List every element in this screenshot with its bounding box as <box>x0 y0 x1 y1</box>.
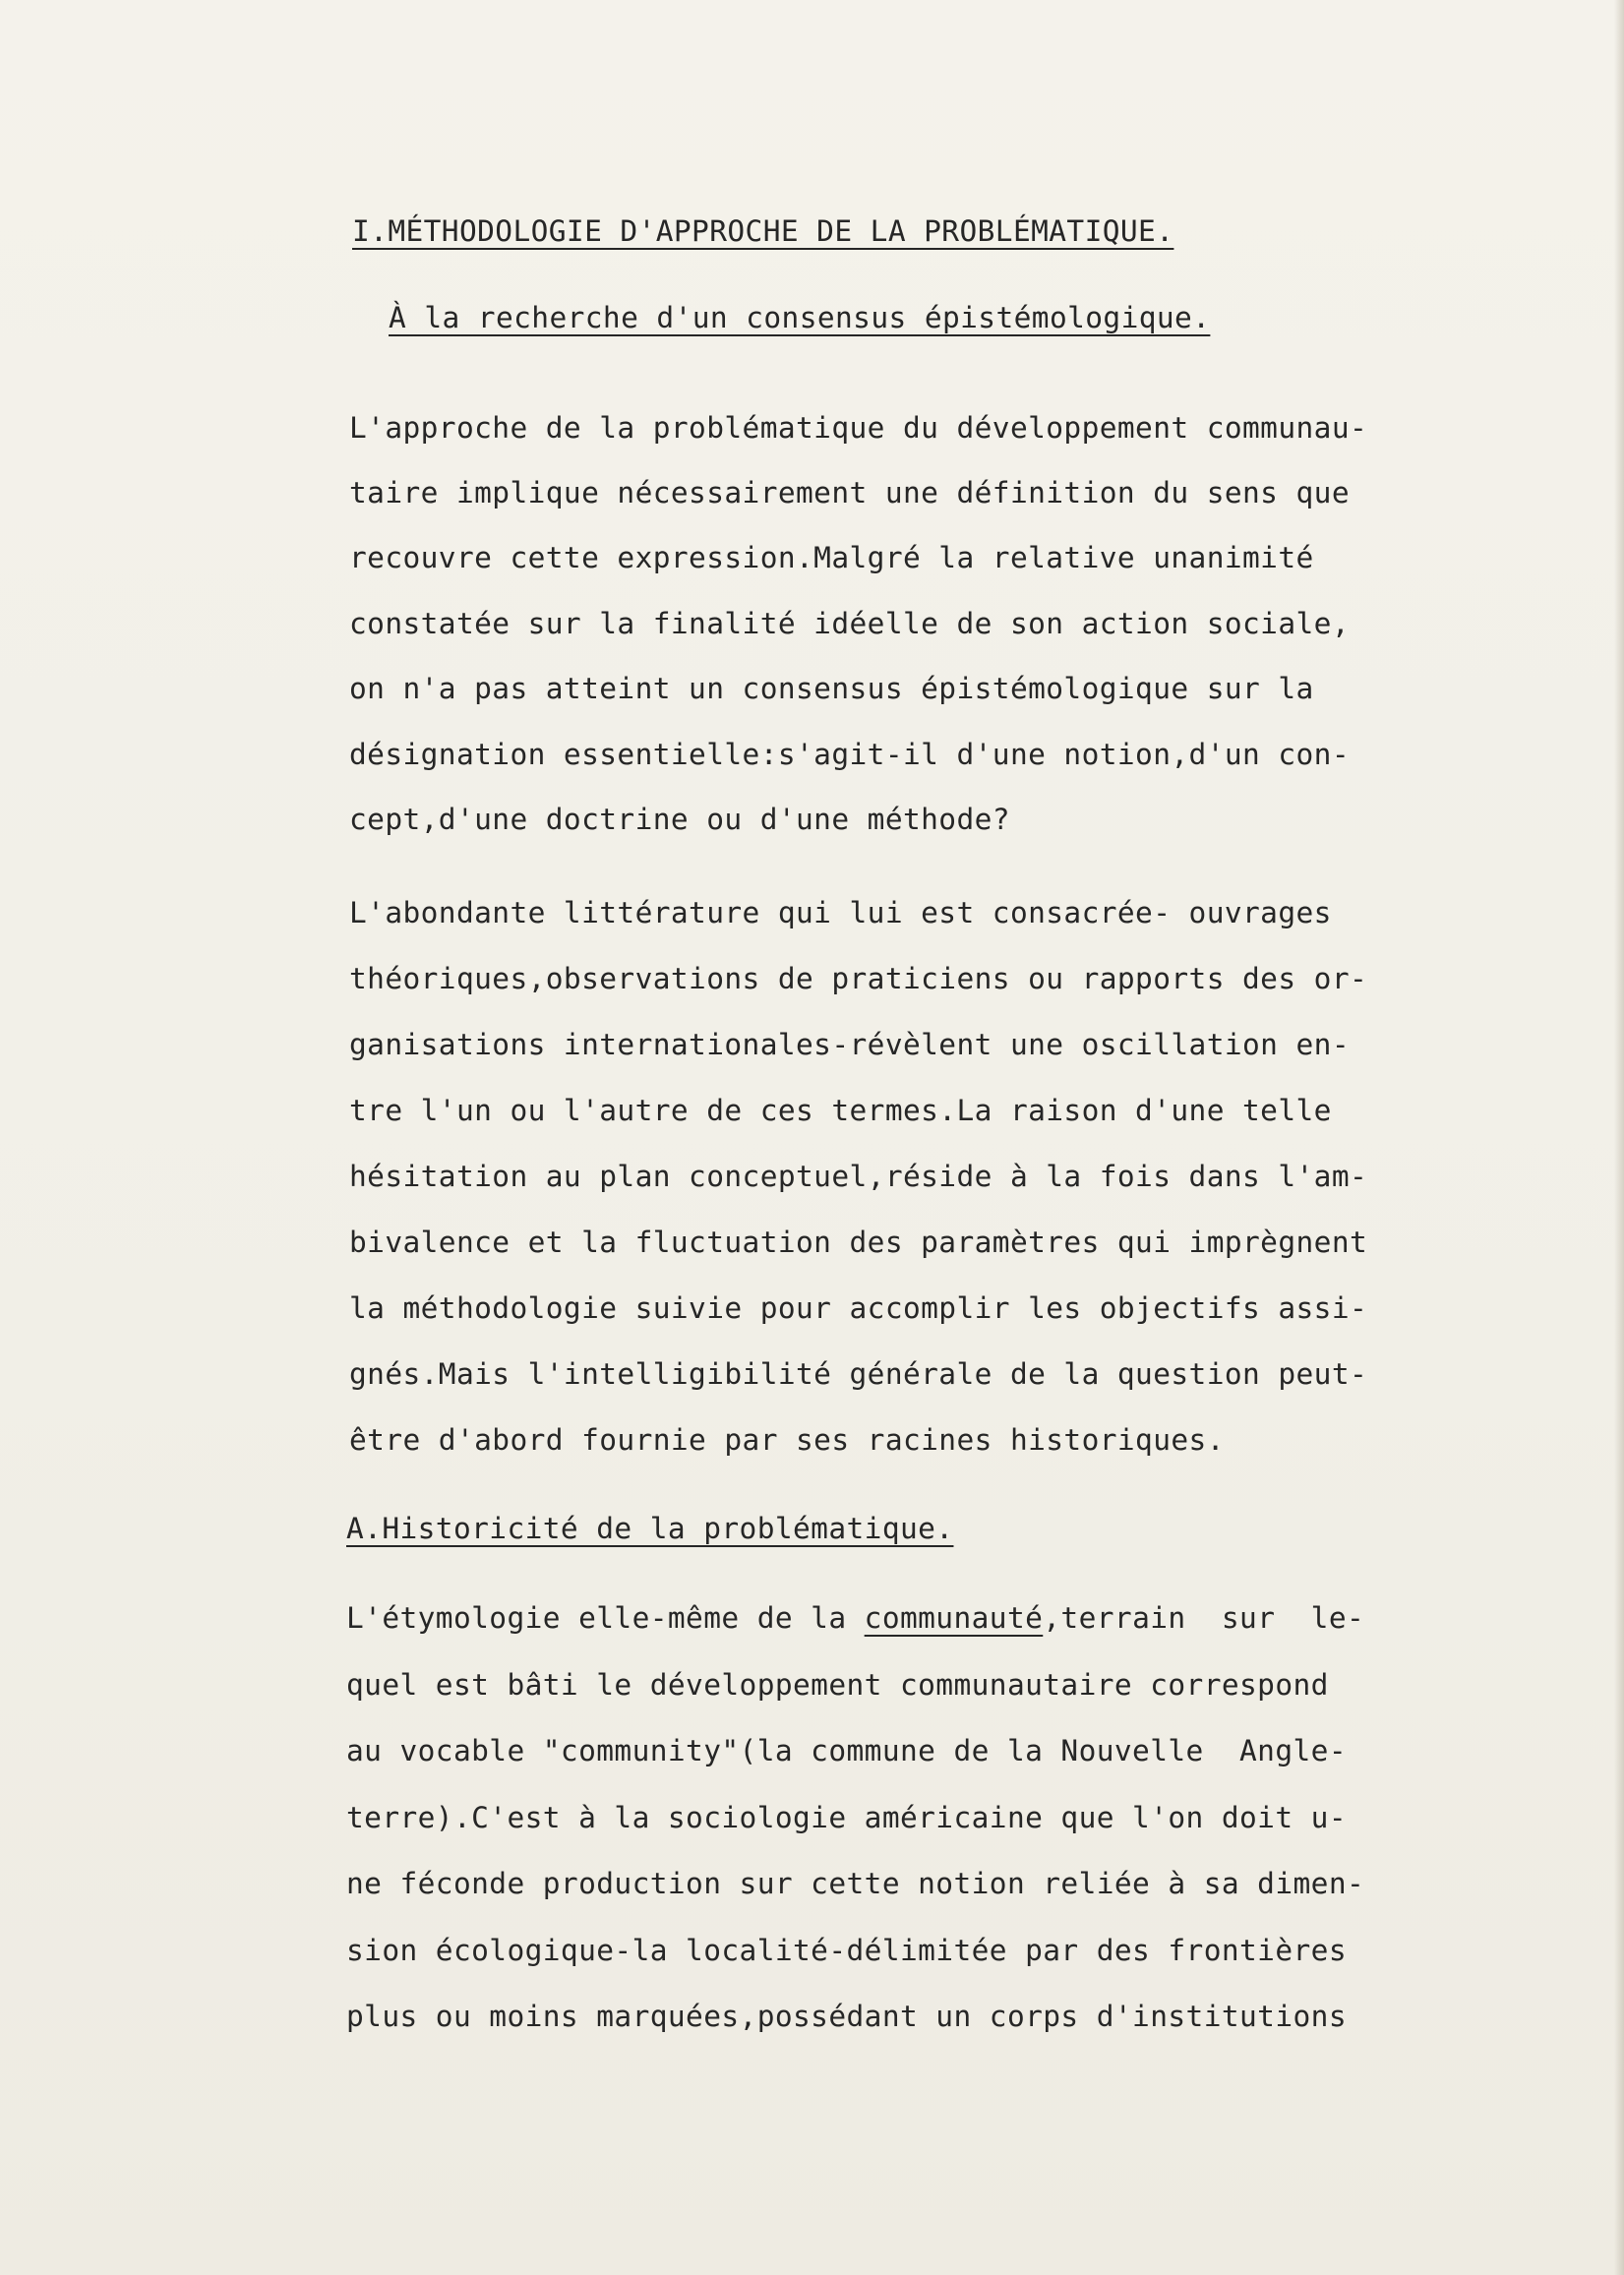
text-line <box>346 1601 1364 1635</box>
paragraph-3 <box>346 1601 1365 2033</box>
text-line: sion écologique-la localité-délimitée par des frontières <box>346 1934 1347 1967</box>
section-heading: I.MÉTHODOLOGIE D'APPROCHE DE LA PROBLÉMATIQUE. <box>352 214 1174 248</box>
text-fragment: L'étymologie elle-même de la <box>346 1601 865 1635</box>
text-line: hésitation au plan conceptuel,réside à la fois dans l'am- <box>349 1160 1368 1193</box>
page-edge-shadow <box>1614 0 1624 2275</box>
text-line: terre).C'est à la sociologie américaine que l'on doit u- <box>346 1801 1347 1834</box>
text-line: tre l'un ou l'autre de ces termes.La raison d'une telle <box>349 1094 1332 1127</box>
text-line: théoriques,observations de praticiens ou rapports des or- <box>349 962 1368 995</box>
text-line: au vocable "community"(la commune de la Nouvelle Angle- <box>346 1734 1347 1767</box>
text-line: ganisations internationales-révèlent une oscillation en- <box>349 1028 1350 1061</box>
text-line: désignation essentielle:s'agit-il d'une notion,d'un con- <box>349 738 1350 771</box>
text-line: gnés.Mais l'intelligibilité générale de la question peut- <box>349 1357 1368 1391</box>
text-line: être d'abord fournie par ses racines historiques. <box>349 1423 1225 1457</box>
text-line: bivalence et la fluctuation des paramètres qui imprègnent <box>349 1226 1368 1259</box>
text-line: recouvre cette expression.Malgré la relative unanimité <box>349 541 1314 574</box>
text-line: on n'a pas atteint un consensus épistémologique sur la <box>349 672 1314 705</box>
text-line: quel est bâti le développement communautaire correspond <box>346 1668 1329 1702</box>
text-line: taire implique nécessairement une définition du sens que <box>349 476 1350 509</box>
subsection-title: A.Historicité de la problématique. <box>346 1512 954 1545</box>
text-line: cept,d'une doctrine ou d'une méthode? <box>349 803 1010 836</box>
underlined-term: communauté <box>864 1601 1044 1635</box>
paragraph-2 <box>349 896 1368 1457</box>
text-line: constatée sur la finalité idéelle de son action sociale, <box>349 607 1350 640</box>
text-line: L'approche de la problématique du développement communau- <box>349 411 1368 445</box>
paragraph-1 <box>349 411 1368 836</box>
text-line: ne féconde production sur cette notion reliée à sa dimen- <box>346 1867 1365 1900</box>
section-subtitle: À la recherche d'un consensus épistémologique. <box>389 301 1211 334</box>
text-line: la méthodologie suivie pour accomplir les objectifs assi- <box>349 1291 1368 1325</box>
text-line: plus ou moins marquées,possédant un corps d'institutions <box>346 2000 1347 2033</box>
text-fragment: ,terrain sur le- <box>1043 1601 1365 1635</box>
text-line: L'abondante littérature qui lui est consacrée- ouvrages <box>349 896 1332 929</box>
